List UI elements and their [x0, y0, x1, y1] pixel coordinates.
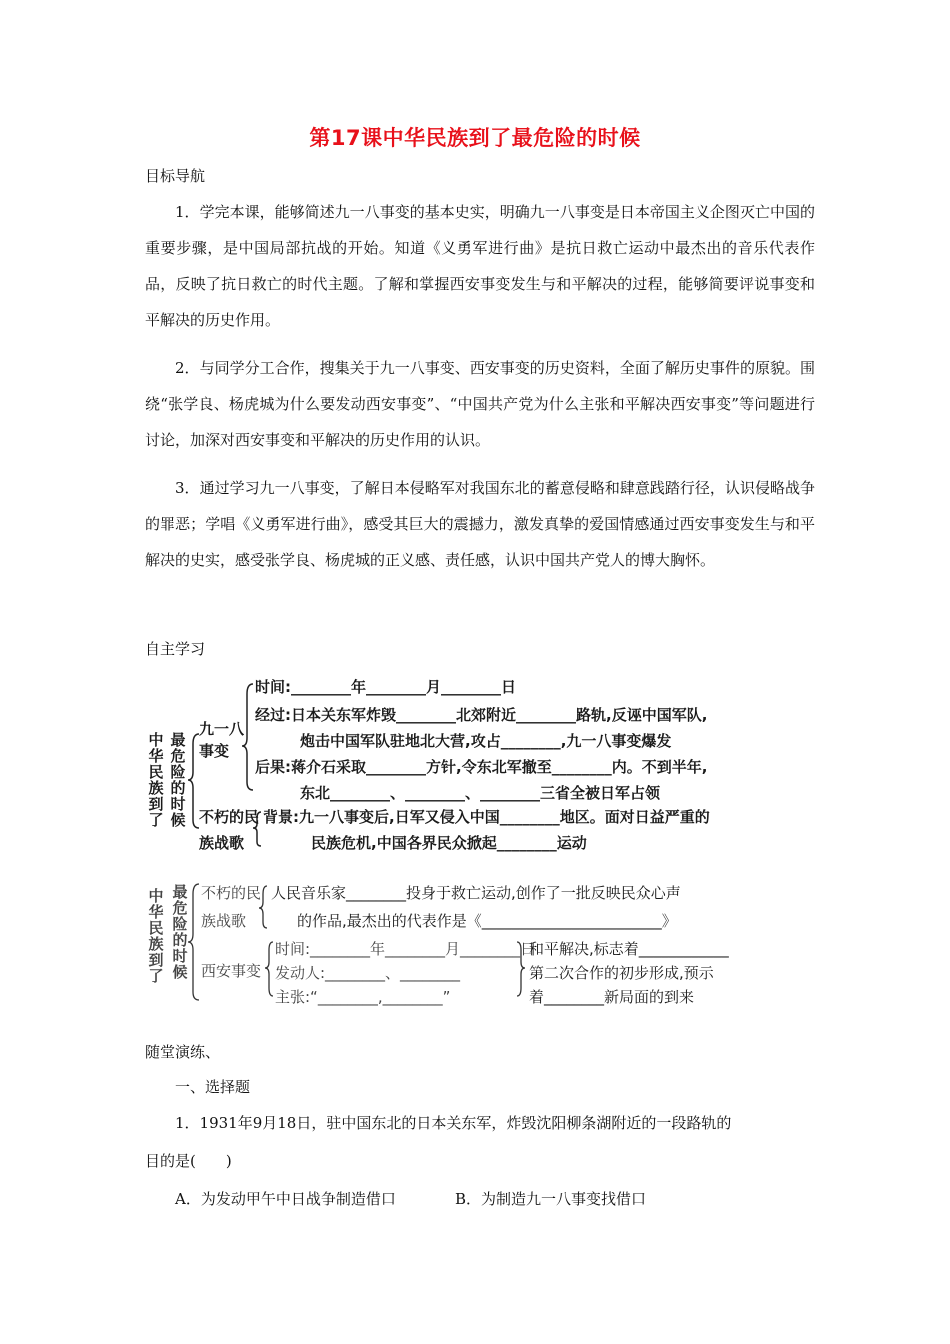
- page-title: 第17课中华民族到了最危险的时候: [309, 126, 641, 150]
- fill-xian-time: 时间:________年________月________日: [275, 940, 536, 958]
- fill-background-2: 民族危机,中国各界民众掀起________运动: [311, 834, 587, 852]
- fill-xian-actors: 发动人:________、________: [275, 964, 461, 982]
- fill-song-1: 人民音乐家________投身于救亡运动,创作了一批反映民众心声: [271, 884, 681, 902]
- fill-xian-claim: 主张:“________,________”: [275, 988, 451, 1006]
- goal-paragraph-3: 3．通过学习九一八事变，了解日本侵略军对我国东北的蓄意侵略和肆意践踏行径，认识侵略战争的罪恶；学唱《义勇军进行曲》，感受其巨大的震撼力，激发真挚的爱国情感通过西安事变发生与和平解决的史实，感受张学良、杨虎城的正义感、责任感，认识中国共产党人的博大胸怀。: [145, 479, 815, 569]
- diagram-918: [145, 672, 795, 860]
- fill-process-1: 经过:日本关东军炸毁________北郊附近________路轨,反诬中国军队,: [255, 706, 708, 724]
- vertical-label-nation-2: 中华民族到了: [148, 887, 164, 985]
- fill-time: 时间:________年________月________日: [255, 678, 516, 696]
- fill-background-1: 背景:九一八事变后,日军又侵入中国________地区。面对日益严重的: [263, 808, 710, 826]
- node-xian-incident: 西安事变: [201, 962, 262, 980]
- node-918-line2: 事变: [199, 742, 230, 760]
- fill-process-2: 炮击中国军队驻地北大营,攻占________,九一八事变爆发: [300, 732, 672, 750]
- vertical-label-danger: 最危险的时候: [170, 731, 186, 829]
- vertical-label-nation: 中华民族到了: [148, 731, 164, 829]
- question-1-option-b: B．为制造九一八事变找借口: [455, 1190, 647, 1208]
- fill-result-2: 东北________、________、________三省全被日军占领: [300, 784, 661, 802]
- section-choice: 一、选择题: [175, 1078, 251, 1096]
- vertical-label-danger-2: 最危险的时候: [172, 883, 188, 981]
- section-self-study: 自主学习: [145, 640, 206, 658]
- question-1-line-1: 1．1931年9月18日，驻中国东北的日本关东军，炸毁沈阳柳条湖附近的一段路轨的: [175, 1114, 732, 1132]
- node-song-line1: 不朽的民: [199, 808, 260, 826]
- node-song-line2: 族战歌: [199, 834, 245, 852]
- goal-paragraph-1: 1．学完本课，能够简述九一八事变的基本史实，明确九一八事变是日本帝国主义企图灭亡中国的重要步骤，是中国局部抗战的开始。知道《义勇军进行曲》是抗日救亡运动中最杰出的音乐代表作品，反映了抗日救亡的时代主题。了解和掌握西安事变发生与和平解决的过程，能够简要评说事变和平解决的历史作用。: [145, 203, 815, 329]
- fill-result-1: 后果:蒋介石采取________方针,令东北军撤至________内。不到半年,: [255, 758, 708, 776]
- node-song2-line2: 族战歌: [201, 912, 247, 930]
- section-goals: 目标导航: [145, 167, 206, 185]
- node-song2-line1: 不朽的民: [201, 884, 262, 902]
- goal-paragraph-2: 2．与同学分工合作，搜集关于九一八事变、西安事变的历史资料，全面了解历史事件的原貌。围绕“张学良、杨虎城为什么要发动西安事变”、“中国共产党为什么主张和平解决西安事变”等问题进行讨论，加深对西安事变和平解决的历史作用的认识。: [145, 359, 815, 449]
- node-918-line1: 九一八: [199, 720, 245, 738]
- fill-xian-result-2: 第二次合作的初步形成,预示: [529, 964, 714, 982]
- question-1-option-a: A．为发动甲午中日战争制造借口: [175, 1190, 396, 1208]
- question-1-line-2: 目的是( ): [145, 1152, 232, 1170]
- fill-song-2: 的作品,最杰出的代表作是《________________________》: [297, 912, 677, 930]
- diagram-xian: [145, 880, 795, 1020]
- fill-xian-result-3: 着________新局面的到来: [529, 988, 695, 1006]
- fill-xian-result-1: 和平解决,标志着____________: [529, 940, 729, 958]
- section-practice: 随堂演练、: [145, 1043, 221, 1061]
